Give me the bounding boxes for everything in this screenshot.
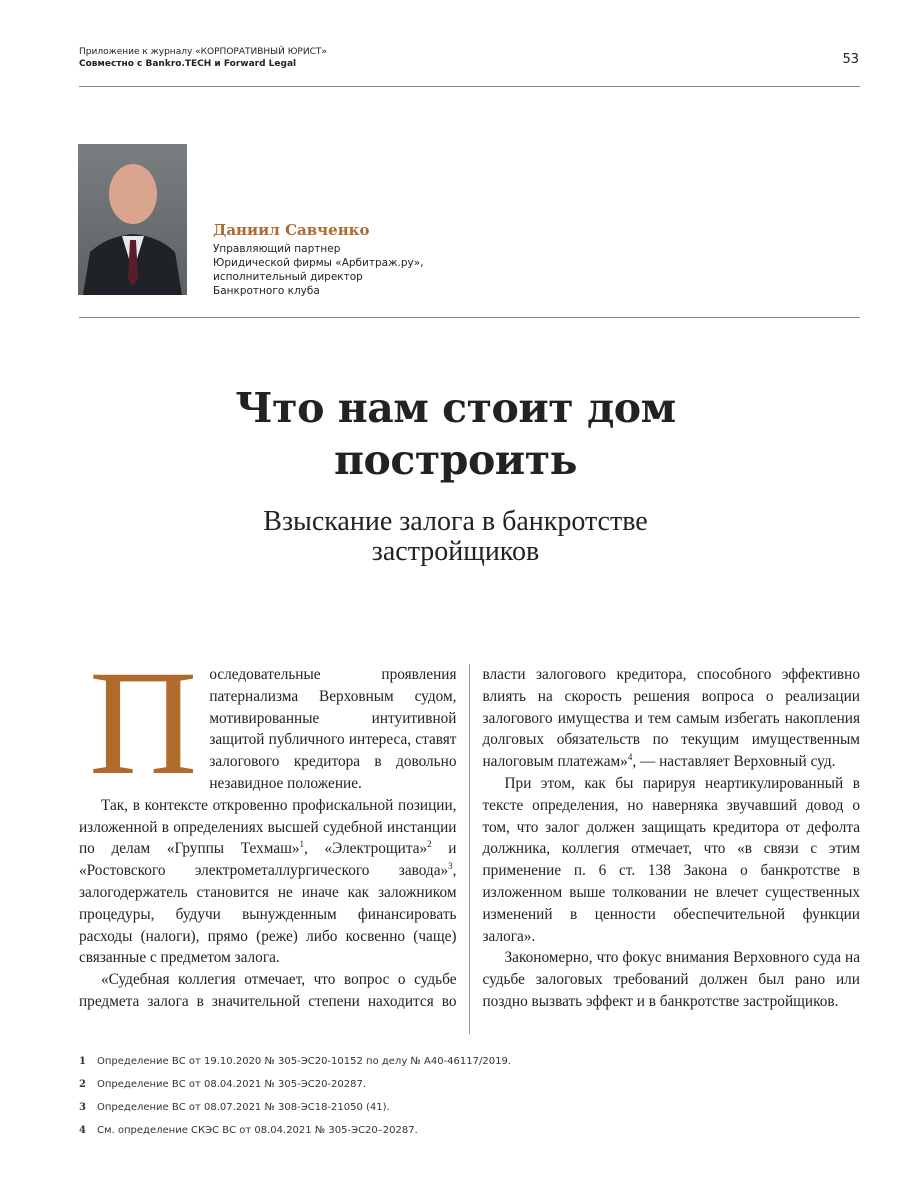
author-photo <box>78 144 187 295</box>
footnote-ref: 2 <box>427 839 432 850</box>
header-partners: Совместно с Bankro.TECH и Forward Legal <box>79 59 297 69</box>
footnote-ref: 4 <box>627 752 633 763</box>
footnote: 2 Определение ВС от 08.04.2021 № 305-ЭС20-20287. <box>79 1079 367 1090</box>
footnote-ref: 1 <box>299 839 305 850</box>
paragraph: «Судебная коллегия отмечает, что вопрос о судьбе предмета залога в значительной степени находится во власти залогового кредитора, способного эффективно влиять на скорость решения вопроса о реализации залогового имущества и тем самым избегать накопления долговых обязательств по текущим имущественным налоговым платежам»$^4$, — наставляет Верховный суд. <box>79 666 860 1010</box>
footnote: 3 Определение ВС от 08.07.2021 № 308-ЭС18-21050 (41). <box>79 1102 390 1113</box>
footnote-ref: 3 <box>448 861 453 872</box>
paragraph: Так, в контексте откровенно профискальной позиции, изложенной в определениях высшей судебной инстанции по делам «Группы Техмаш»$^1$, «Электрощита»$^2$ и «Ростовского электрометаллургического завода»$^3$, залогодержатель становится не иначе как заложником процедуры, будучи вынужденным финансировать расходы (налоги), прямо (реже) либо косвенно (чаще) связанные с предметом залога. <box>79 796 457 967</box>
paragraph: Закономерно, что фокус внимания Верховного суда на судьбе залоговых требований должен был рано или поздно вызвать эффект и в банкротстве застройщиков. <box>482 949 860 1010</box>
article-title: Что нам стоит дом построить <box>235 384 676 484</box>
footnote: 1 Определение ВС от 19.10.2020 № 305-ЭС20-10152 по делу № А40-46117/2019. <box>79 1056 511 1067</box>
drop-cap: П <box>89 640 198 806</box>
footnotes <box>79 1056 511 1148</box>
author-block <box>213 221 424 298</box>
footnote: 4 См. определение СКЭС ВС от 08.04.2021 № 305-ЭС20–20287. <box>79 1125 418 1136</box>
header-journal: Приложение к журналу «КОРПОРАТИВНЫЙ ЮРИСТ» <box>79 47 327 57</box>
article-subtitle: Взыскание залога в банкротстве застройщиков <box>263 506 648 567</box>
author-name: Даниил Савченко <box>213 221 370 239</box>
paragraph: Последовательные проявления патернализма Верховным судом, мотивированные интуитивной защитой публичного интереса, ставят залогового кредитора в довольно незавидное положение. <box>89 640 457 806</box>
paragraph: При этом, как бы парируя неартикулированный в тексте определения, но наверняка звучавший довод о том, что залог должен защищать кредитора от дефолта должника, коллегия отмечает, что «в связи с этим применение п. 6 ст. 138 Закона о банкротстве в изложенном выше толковании не влечет существенных изменений в ценности обеспечительной функции залога». <box>482 774 860 945</box>
page-number: 53 <box>842 52 859 67</box>
article-body <box>79 640 860 1034</box>
author-role: Управляющий партнер Юридической фирмы «Арбитраж.ру», исполнительный директор Банкротного клуба <box>213 243 424 297</box>
running-header <box>79 46 327 70</box>
divider <box>79 317 860 318</box>
divider <box>79 86 860 87</box>
